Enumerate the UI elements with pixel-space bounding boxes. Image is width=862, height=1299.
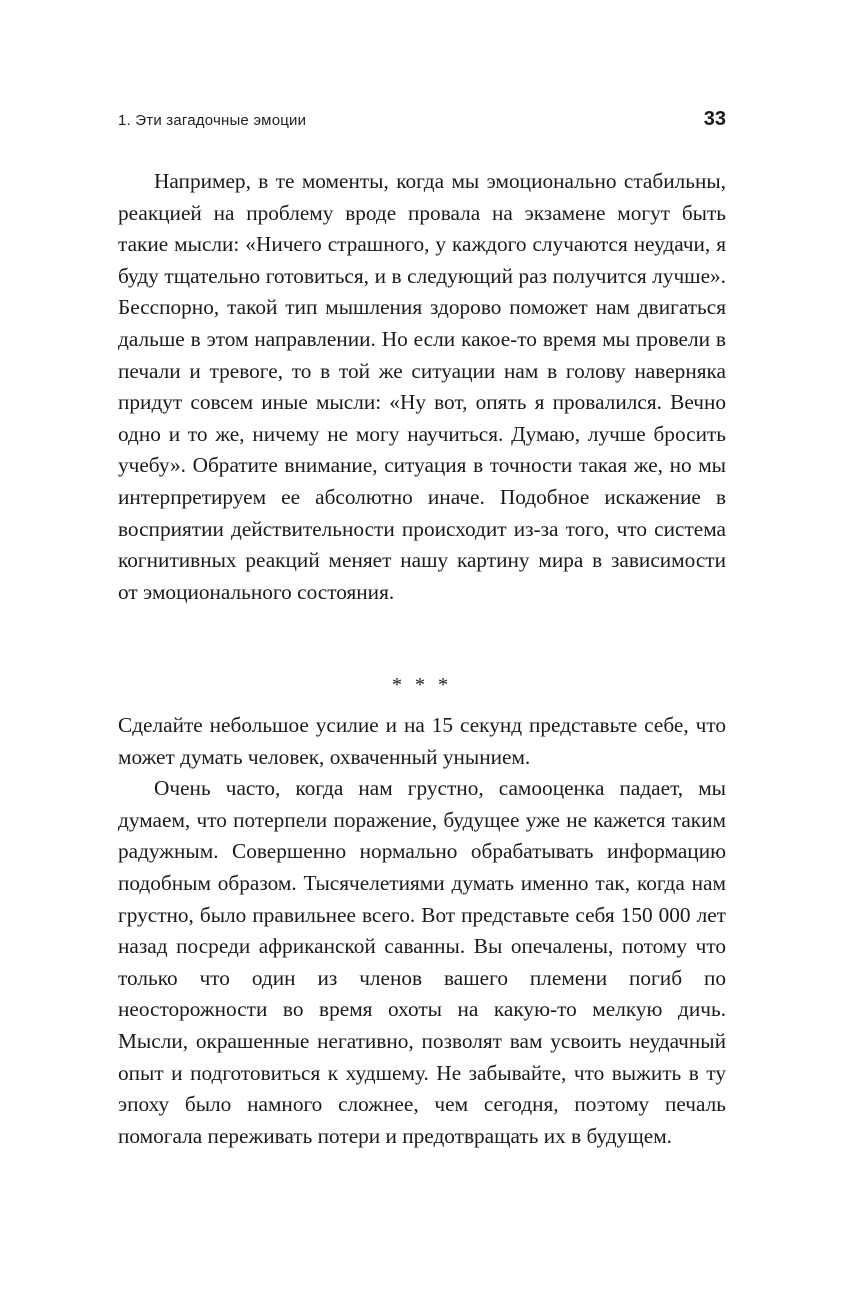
page-number: 33 — [703, 108, 726, 130]
section-divider: * * * — [392, 674, 452, 696]
paragraph-1: Например, в те моменты, когда мы эмоционально стабильны, реакцией на проблему вроде провала на экзамене могут быть такие мысли: «Ничего страшного, у каждого случаются неудачи, я буду тщательно готовиться, и в следующий раз получится лучше». Бесспорно, такой тип мышления здорово поможет нам двигаться дальше в этом направлении. Но если какое-то время мы провели в печали и тревоге, то в той же ситуации нам в голову наверняка придут совсем иные мысли: «Ну вот, опять я провалился. Вечно одно и то же, ничему не могу научиться. Думаю, лучше бросить учебу». Обратите внимание, ситуация в точности такая же, но мы интерпретируем ее абсолютно иначе. Подобное искажение в восприятии действительности происходит из-за того, что система когнитивных реакций меняет нашу картину мира в зависимости от эмоционального состояния. — [118, 169, 726, 604]
page-header — [118, 108, 726, 138]
paragraph-2: Сделайте небольшое усилие и на 15 секунд представьте себе, что может думать человек, охваченный унынием. — [118, 713, 726, 769]
paragraph-3: Очень часто, когда нам грустно, самооценка падает, мы думаем, что потерпели поражение, будущее уже не кажется таким радужным. Совершенно нормально обрабатывать информацию подобным образом. Тысячелетиями думать именно так, когда нам грустно, было правильнее всего. Вот представьте себя 150 000 лет назад посреди африканской саванны. Вы опечалены, потому что только что один из членов вашего племени погиб по неосторожности во время охоты на какую-то мелкую дичь. Мысли, окрашенные негативно, позволят вам усвоить неудачный опыт и подготовиться к худшему. Не забывайте, что выжить в ту эпоху было намного сложнее, чем сегодня, поэтому печаль помогала переживать потери и предотвращать их в будущем. — [118, 776, 726, 1148]
text-block-1 — [118, 166, 726, 608]
running-head: 1. Эти загадочные эмоции — [118, 112, 307, 129]
text-block-2 — [118, 710, 726, 1152]
